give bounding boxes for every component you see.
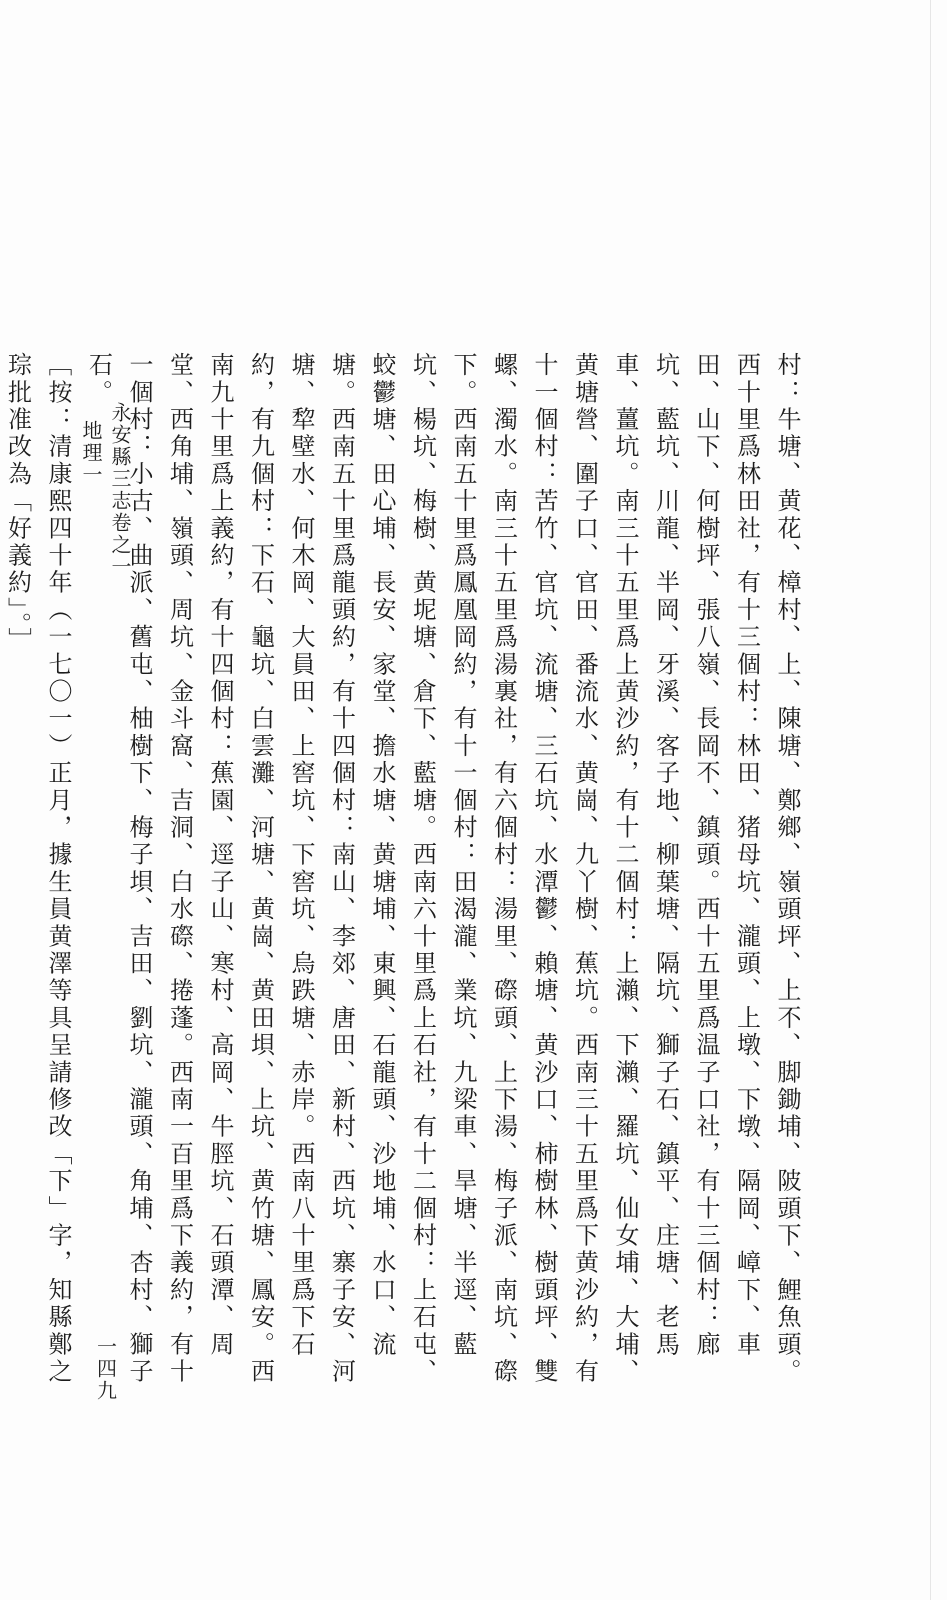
paragraph-village-list: 村：牛塘、黄花、樟村、上、陳塘、鄭鄉、嶺頭坪、上不、脚鋤埔、陂頭下、鯉魚頭。西十里爲林田社，有十三個村：林田、猪母坑、瀧頭、上墩、下墩、隔岡、嶂下、車田、山下、何樹坪、張八嶺、長岡不、鎮頭。西十五里爲温子口社，有十三個村：廊坑、藍坑、川龍、半岡、牙溪、客子地、柳葉塘、隔坑、獅子石、鎮平、庄塘、老馬車、薑坑。南三十五里爲上黄沙約，有十二個村：上瀨、下瀨、羅坑、仙女埔、大埔、黄塘營、圍子口、官田、番流水、黄崗、九丫樹、蕉坑。西南三十五里爲下黄沙約，有十一個村：苦竹、官坑、流塘、三石坑、水潭鬱、賴塘、黄沙口、柿樹林、樹頭坪、雙螺、濁水。南三十五里爲湯裏社，有六個村：湯里、磜頭、上下湯、梅子派、南坑、磜下。西南五十里爲鳳凰岡約，有十一個村：田渴瀧、業坑、九梁車、旱塘、半逕、藍坑、楊坑、梅樹、黄坭塘、倉下、藍塘。西南六十里爲上石社，有十二個村：上石屯、蛟鬱塘、田心埔、長安、家堂、擔水塘、黄塘埔、東興、石龍頭、沙地埔、水口、流塘。西南五十里爲龍頭約，有十四個村：南山、李郊、唐田、新村、西坑、寨子安、河塘、犂壁水、何木岡、大員田、上窖坑、下窖坑、烏跌塘、赤岸。西南八十里爲下石約，有九個村：下石、龜坑、白雲灘、河塘、黄崗、黄田垻、上坑、黄竹塘、鳳安。西南九十里爲上義約，有十四個村：蕉園、逕子山、寒村、高岡、牛脛坑、石頭潭、周堂、西角埔、嶺頭、周坑、金斗窩、吉洞、白水磜、捲蓬。西南一百里爲下義約，有十一個村：小古、曲派、舊屯、柚樹下、梅子垻、吉田、劉坑、瀧頭、角埔、杏村、獅子石。 xyxy=(84,352,801,1386)
book-title: 永安縣三志卷之一 xyxy=(108,402,132,578)
paragraph-editor-note: ［按：清康熙四十年（一七〇一）正月，據生員黄澤等具呈請修改「下」字，知縣鄭之琮批准改為「好義約」。］ xyxy=(3,352,72,1386)
running-header xyxy=(79,402,132,1402)
section-title: 地理一 xyxy=(79,420,103,486)
page-number: 一四九 xyxy=(93,1336,118,1402)
page-edge-line xyxy=(930,0,931,1600)
